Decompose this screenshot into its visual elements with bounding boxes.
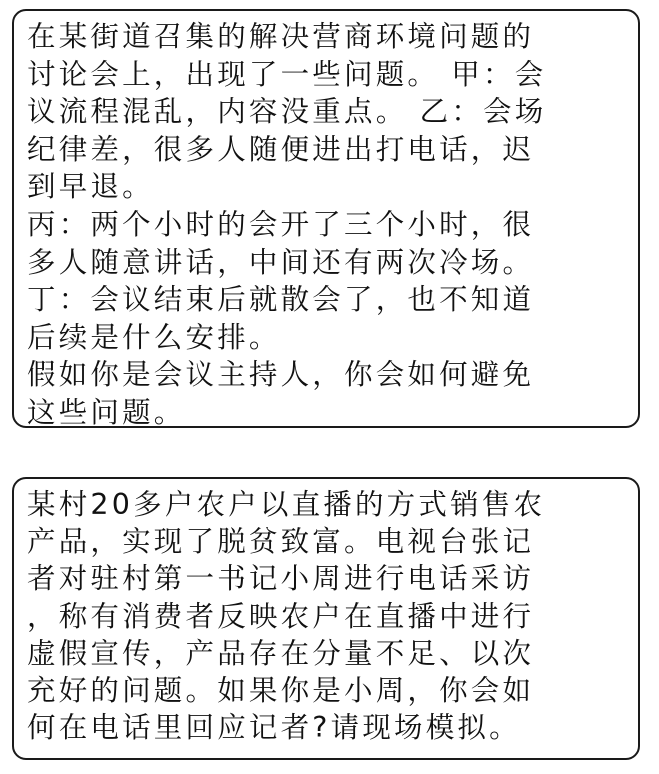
question-1-line: 议流程混乱，内容没重点。 乙：会场 (27, 95, 547, 129)
question-1-line: 到早退。 (27, 170, 154, 204)
question-card-2 (12, 477, 640, 760)
question-1-line: 多人随意讲话，中间还有两次冷场。 (27, 245, 535, 279)
question-2-line: 充好的问题。如果你是小周，你会如 (27, 674, 535, 708)
question-1-line: 纪律差，很多人随便进出打电话，迟 (27, 132, 535, 166)
question-1-line: 在某街道召集的解决营商环境问题的 (27, 20, 535, 53)
question-2-line: ，称有消费者反映农户在直播中进行 (27, 599, 535, 633)
question-card-1 (12, 9, 640, 428)
question-2-line: 虚假宣传，产品存在分量不足、以次 (27, 636, 535, 670)
question-2-line: 某村20多户农户以直播的方式销售农 (27, 488, 546, 521)
question-2-line: 何在电话里回应记者?请现场模拟。 (27, 711, 521, 745)
question-1-line: 讨论会上，出现了一些问题。 甲：会 (27, 57, 547, 91)
question-2-line: 产品，实现了脱贫致富。电视台张记 (27, 525, 535, 559)
question-1-line: 丙：两个小时的会开了三个小时，很 (27, 207, 535, 241)
question-1-line: 这些问题。 (27, 395, 186, 429)
question-2-line: 者对驻村第一书记小周进行电话采访 (27, 562, 535, 596)
question-1-line: 假如你是会议主持人，你会如何避免 (27, 358, 535, 392)
question-1-line: 丁：会议结束后就散会了，也不知道 (27, 283, 535, 317)
question-1-line: 后续是什么安排。 (27, 320, 281, 354)
